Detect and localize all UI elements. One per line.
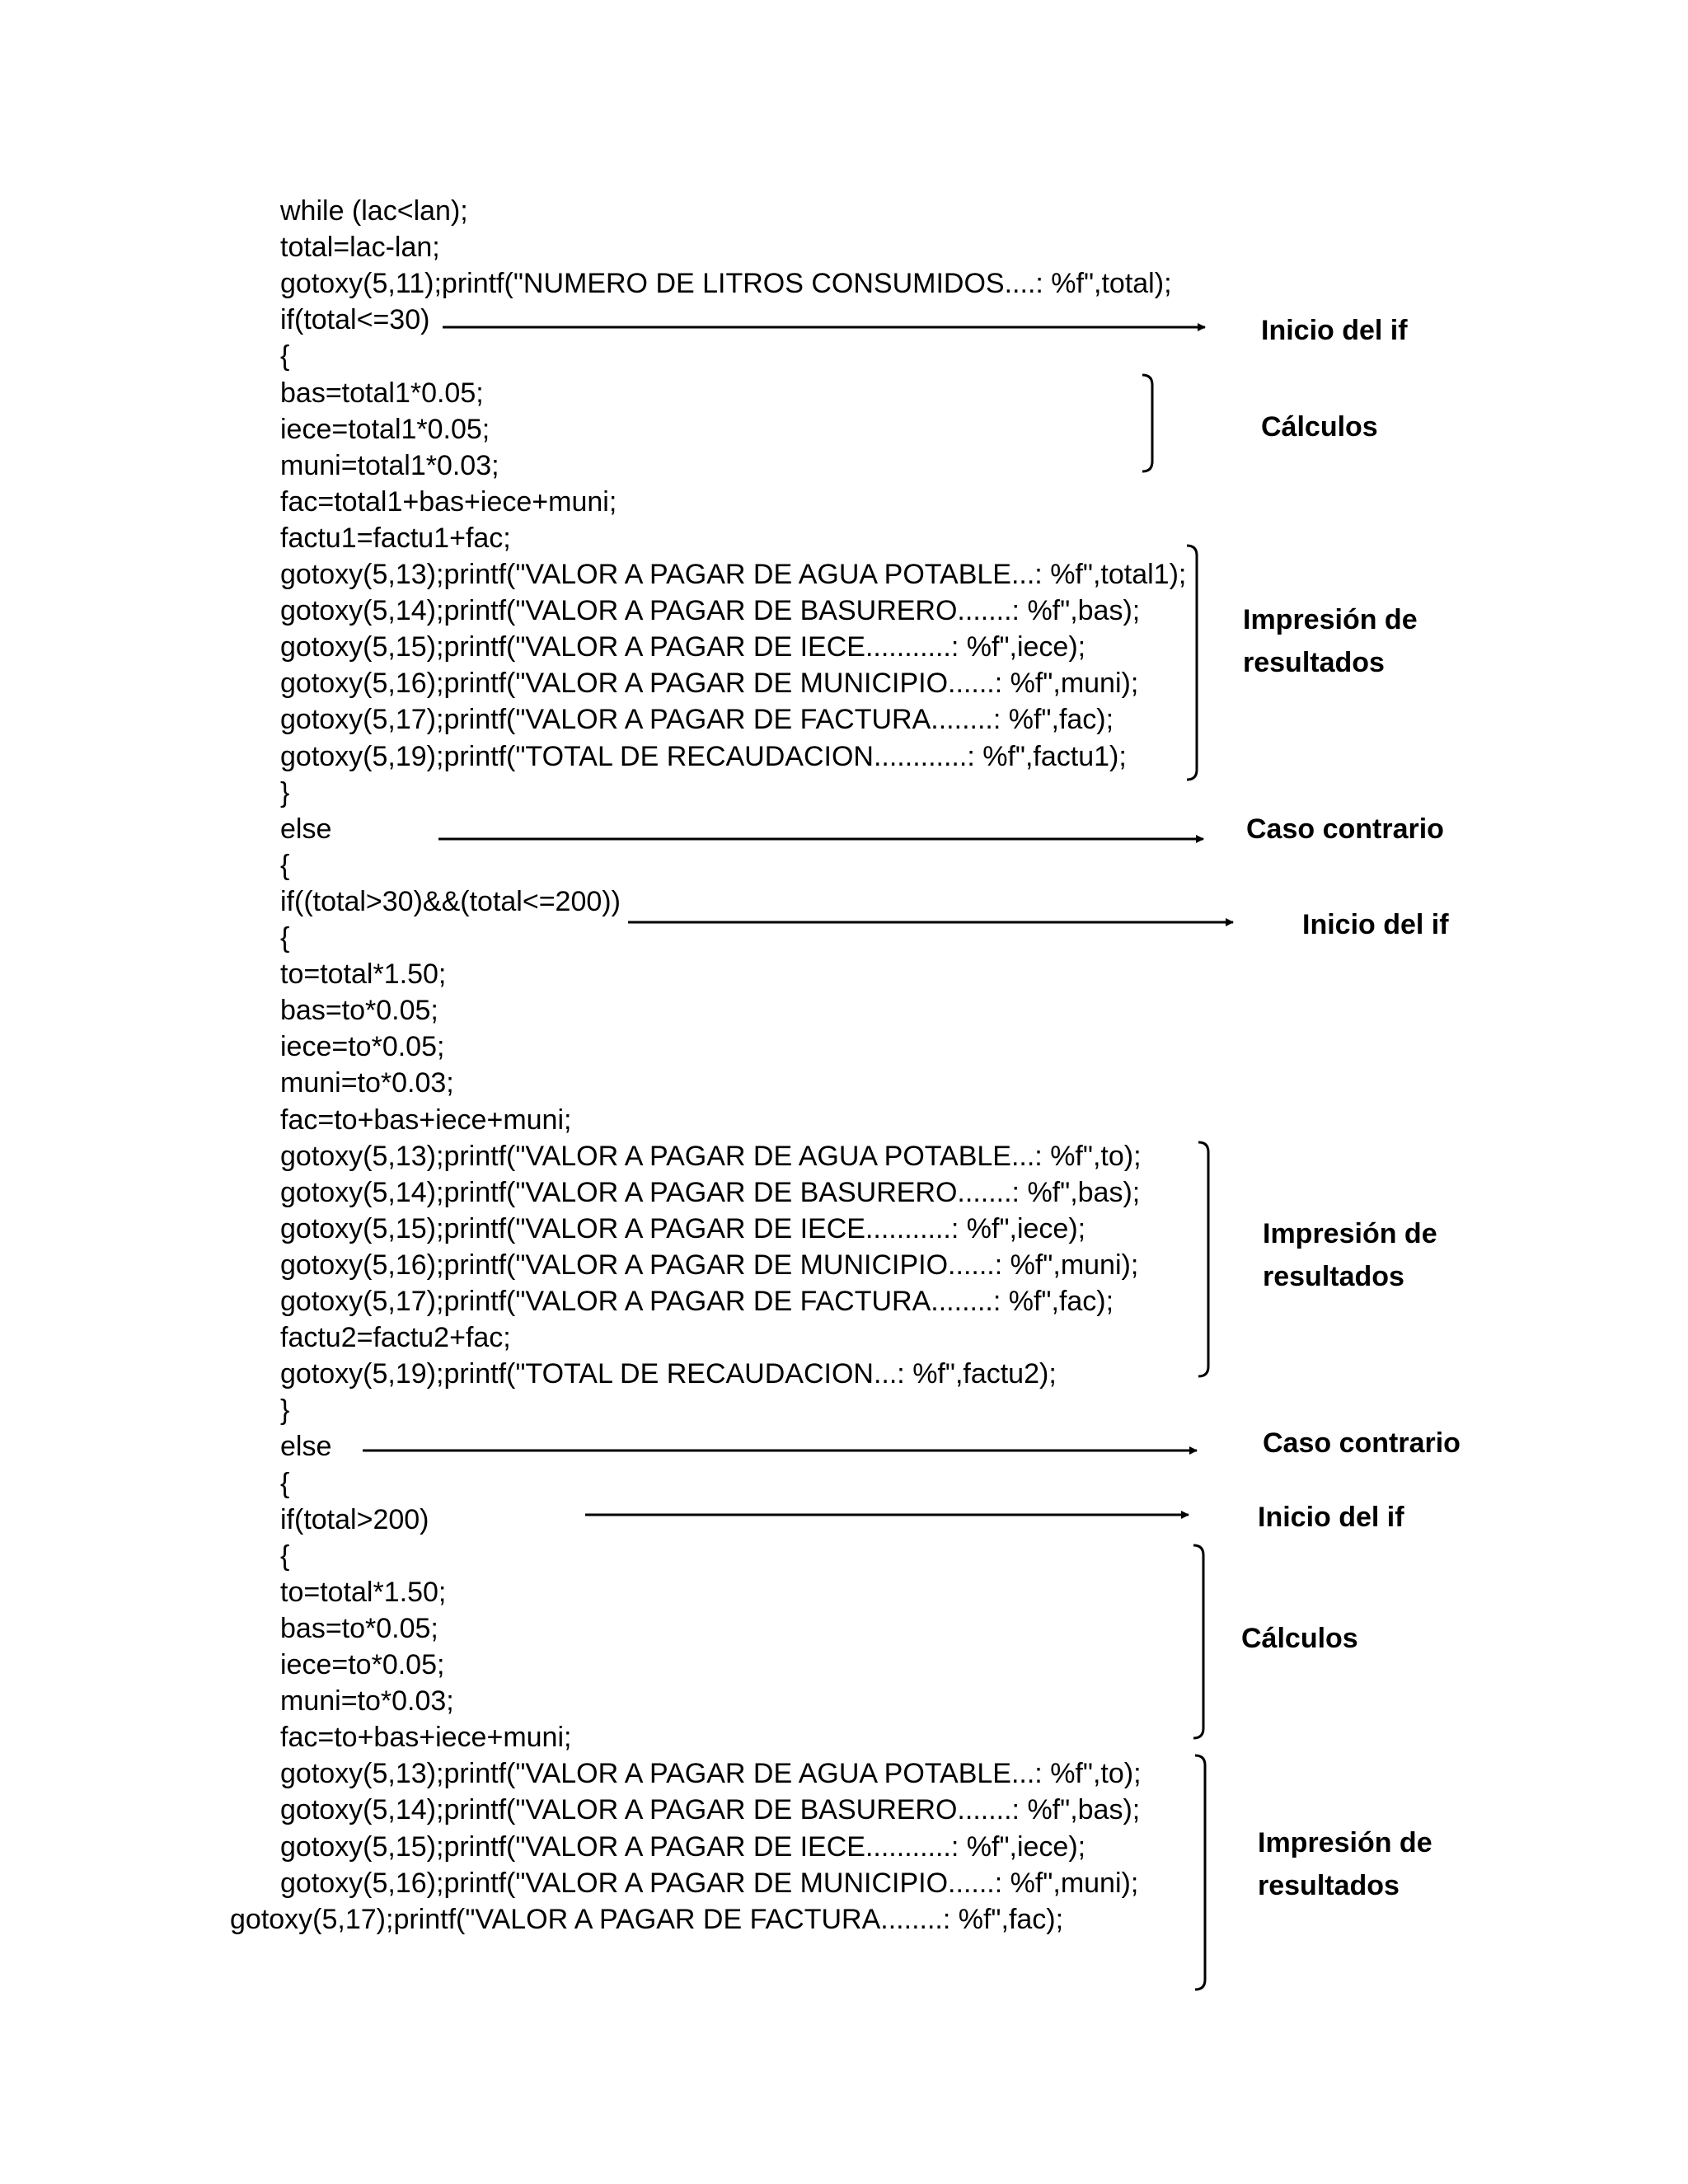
- code-line: muni=total1*0.03;: [280, 450, 499, 481]
- code-line: factu1=factu1+fac;: [280, 523, 511, 554]
- bracket-impresion-3: [1195, 1755, 1205, 1990]
- code-line: else: [280, 1431, 332, 1462]
- code-line: fac=to+bas+iece+muni;: [280, 1104, 572, 1136]
- code-line: fac=total1+bas+iece+muni;: [280, 486, 617, 518]
- code-line: gotoxy(5,15);printf("VALOR A PAGAR DE IECE...........: %f",iece);: [280, 1213, 1086, 1244]
- code-line: factu2=factu2+fac;: [280, 1322, 511, 1353]
- annotation-impresion-resultados-3: Impresión de resultados: [1258, 1827, 1432, 1901]
- code-line: }: [280, 777, 290, 808]
- code-line: bas=to*0.05;: [280, 995, 438, 1026]
- code-line: bas=to*0.05;: [280, 1613, 438, 1644]
- code-line: if(total>200): [280, 1504, 429, 1535]
- code-line: gotoxy(5,14);printf("VALOR A PAGAR DE BASURERO.......: %f",bas);: [280, 595, 1141, 626]
- code-line: gotoxy(5,15);printf("VALOR A PAGAR DE IECE...........: %f",iece);: [280, 1831, 1086, 1863]
- annotation-inicio-if-1: Inicio del if: [1261, 315, 1408, 346]
- code-line: gotoxy(5,17);printf("VALOR A PAGAR DE FACTURA........: %f",fac);: [280, 704, 1114, 735]
- code-line: gotoxy(5,13);printf("VALOR A PAGAR DE AGUA POTABLE...: %f",total1);: [280, 559, 1187, 590]
- code-line: muni=to*0.03;: [280, 1067, 454, 1099]
- code-line: iece=to*0.05;: [280, 1649, 445, 1680]
- code-line: {: [280, 1468, 290, 1499]
- code-line: to=total*1.50;: [280, 1577, 447, 1608]
- code-line: gotoxy(5,14);printf("VALOR A PAGAR DE BASURERO.......: %f",bas);: [280, 1794, 1141, 1825]
- code-line: {: [280, 922, 290, 954]
- code-line: gotoxy(5,17);printf("VALOR A PAGAR DE FACTURA........: %f",fac);: [230, 1904, 1064, 1935]
- code-line: to=total*1.50;: [280, 958, 447, 990]
- code-line: fac=to+bas+iece+muni;: [280, 1722, 572, 1753]
- code-line: gotoxy(5,13);printf("VALOR A PAGAR DE AGUA POTABLE...: %f",to);: [280, 1758, 1142, 1789]
- code-line: gotoxy(5,15);printf("VALOR A PAGAR DE IECE...........: %f",iece);: [280, 631, 1086, 663]
- annotation-inicio-if-3: Inicio del if: [1258, 1502, 1404, 1533]
- annotation-impresion-resultados-2: Impresión de resultados: [1263, 1218, 1437, 1292]
- code-line: {: [280, 1540, 290, 1572]
- annotation-caso-contrario-2: Caso contrario: [1263, 1427, 1461, 1459]
- code-line: gotoxy(5,19);printf("TOTAL DE RECAUDACION...: %f",factu2);: [280, 1358, 1057, 1390]
- code-line: gotoxy(5,17);printf("VALOR A PAGAR DE FACTURA........: %f",fac);: [280, 1286, 1114, 1317]
- code-line: gotoxy(5,16);printf("VALOR A PAGAR DE MUNICIPIO......: %f",muni);: [280, 1249, 1139, 1281]
- annotation-calculos-1: Cálculos: [1261, 411, 1378, 443]
- code-line: total=lac-lan;: [280, 232, 440, 263]
- code-line: iece=to*0.05;: [280, 1031, 445, 1062]
- code-line: {: [280, 850, 290, 881]
- code-line: muni=to*0.03;: [280, 1685, 454, 1717]
- code-line: iece=total1*0.05;: [280, 414, 490, 445]
- bracket-calculos-2: [1193, 1545, 1203, 1738]
- annotation-calculos-2: Cálculos: [1241, 1623, 1358, 1654]
- code-line: bas=total1*0.05;: [280, 377, 484, 409]
- bracket-impresion-2: [1198, 1142, 1208, 1376]
- code-line: if(total<=30): [280, 304, 430, 335]
- annotation-caso-contrario-1: Caso contrario: [1246, 813, 1444, 845]
- code-line: }: [280, 1394, 290, 1426]
- code-line: {: [280, 340, 290, 372]
- code-line: gotoxy(5,16);printf("VALOR A PAGAR DE MUNICIPIO......: %f",muni);: [280, 1868, 1139, 1899]
- code-line: while (lac<lan);: [280, 195, 468, 227]
- code-line: else: [280, 813, 332, 845]
- code-line: if((total>30)&&(total<=200)): [280, 886, 621, 917]
- code-line: gotoxy(5,14);printf("VALOR A PAGAR DE BASURERO.......: %f",bas);: [280, 1177, 1141, 1208]
- bracket-calculos-1: [1142, 375, 1152, 471]
- code-line: gotoxy(5,19);printf("TOTAL DE RECAUDACION............: %f",factu1);: [280, 741, 1127, 772]
- code-line: gotoxy(5,13);printf("VALOR A PAGAR DE AGUA POTABLE...: %f",to);: [280, 1141, 1142, 1172]
- code-line: gotoxy(5,11);printf("NUMERO DE LITROS CONSUMIDOS....: %f",total);: [280, 268, 1172, 299]
- bracket-impresion-1: [1187, 546, 1197, 780]
- code-line: gotoxy(5,16);printf("VALOR A PAGAR DE MUNICIPIO......: %f",muni);: [280, 668, 1139, 699]
- annotation-inicio-if-2: Inicio del if: [1302, 909, 1449, 940]
- annotation-impresion-resultados-1: Impresión de resultados: [1243, 604, 1418, 678]
